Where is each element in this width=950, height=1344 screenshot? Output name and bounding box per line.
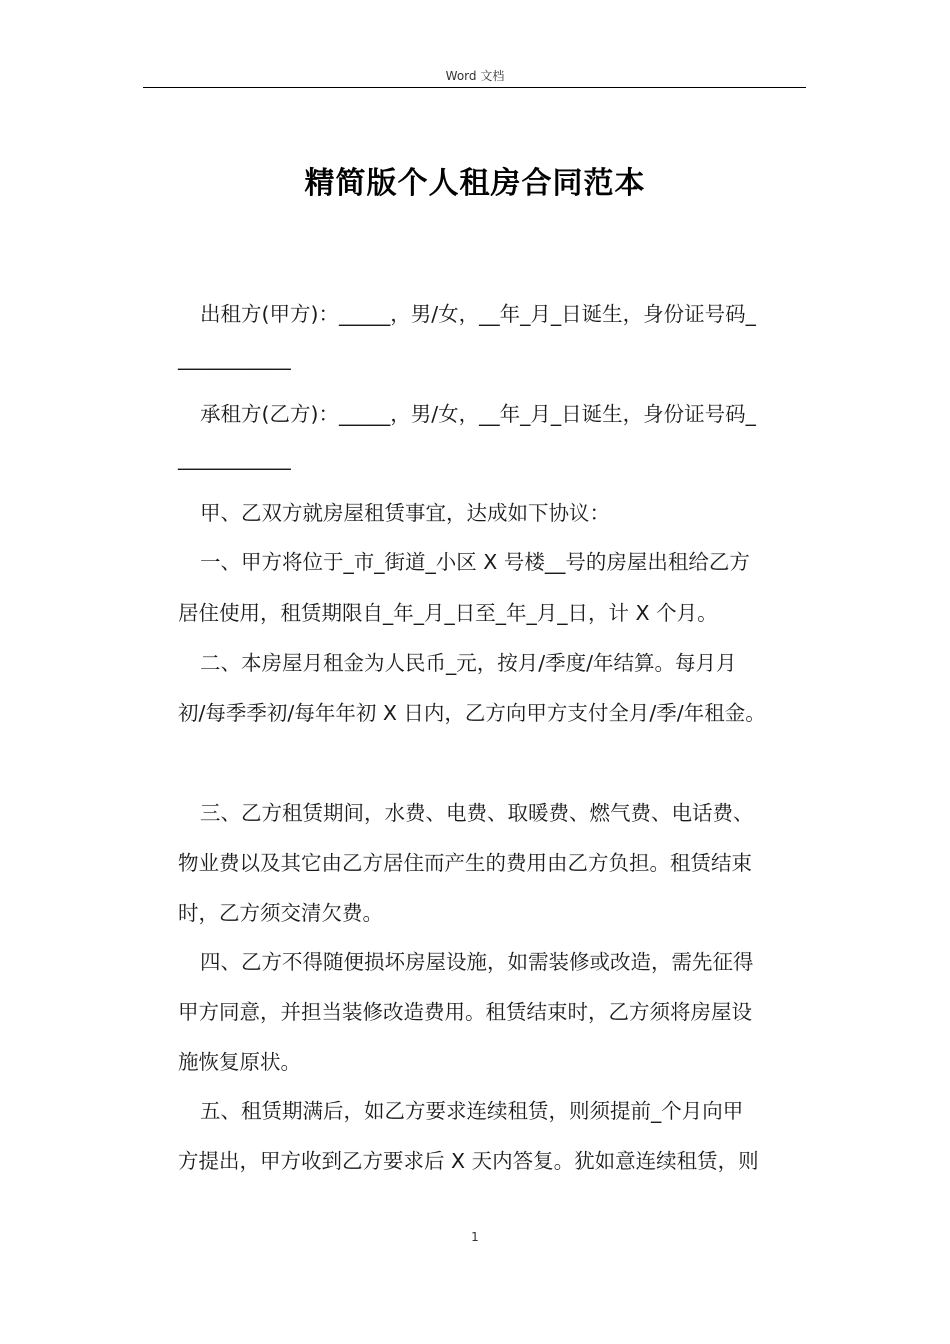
clause-5-line-2: 方提出，甲方收到乙方要求后 X 天内答复。犹如意连续租赁，则	[178, 1149, 759, 1173]
clause-4-line-2: 甲方同意，并担当装修改造费用。租赁结束时，乙方须将房屋设	[178, 1000, 752, 1024]
agreement-intro: 甲、乙双方就房屋租赁事宜，达成如下协议：	[200, 501, 610, 525]
clause-2-line-1: 二、本房屋月租金为人民币_元，按月/季度/年结算。每月月	[200, 651, 737, 675]
clause-2-line-2: 初/每季季初/每年年初 X 日内，乙方向甲方支付全月/季/年租金。	[178, 701, 766, 725]
header-divider	[143, 87, 806, 88]
party-b-line-2: ___________	[178, 446, 291, 470]
page-header-label: Word 文档	[445, 69, 505, 83]
clause-4-line-1: 四、乙方不得随便损坏房屋设施，如需装修或改造，需先征得	[200, 950, 754, 974]
page-number: 1	[471, 1230, 479, 1244]
party-a-line-1: 出租方(甲方)：_____，男/女，__年_月_日诞生，身份证号码_	[200, 302, 756, 326]
document-title: 精简版个人租房合同范本	[304, 166, 646, 201]
party-b-line-1: 承租方(乙方)：_____，男/女，__年_月_日诞生，身份证号码_	[200, 402, 756, 426]
clause-1-line-2: 居住使用，租赁期限自_年_月_日至_年_月_日，计 X 个月。	[178, 601, 718, 625]
clause-5-line-1: 五、租赁期满后，如乙方要求连续租赁，则须提前_个月向甲	[200, 1099, 744, 1123]
clause-3-line-2: 物业费以及其它由乙方居住而产生的费用由乙方负担。租赁结束	[178, 851, 752, 875]
clause-4-line-3: 施恢复原状。	[178, 1050, 301, 1074]
clause-3-line-3: 时，乙方须交清欠费。	[178, 901, 383, 925]
clause-3-line-1: 三、乙方租赁期间，水费、电费、取暖费、燃气费、电话费、	[200, 801, 754, 825]
clause-1-line-1: 一、甲方将位于_市_街道_小区 X 号楼__号的房屋出租给乙方	[200, 550, 750, 574]
party-a-line-2: ___________	[178, 346, 291, 370]
